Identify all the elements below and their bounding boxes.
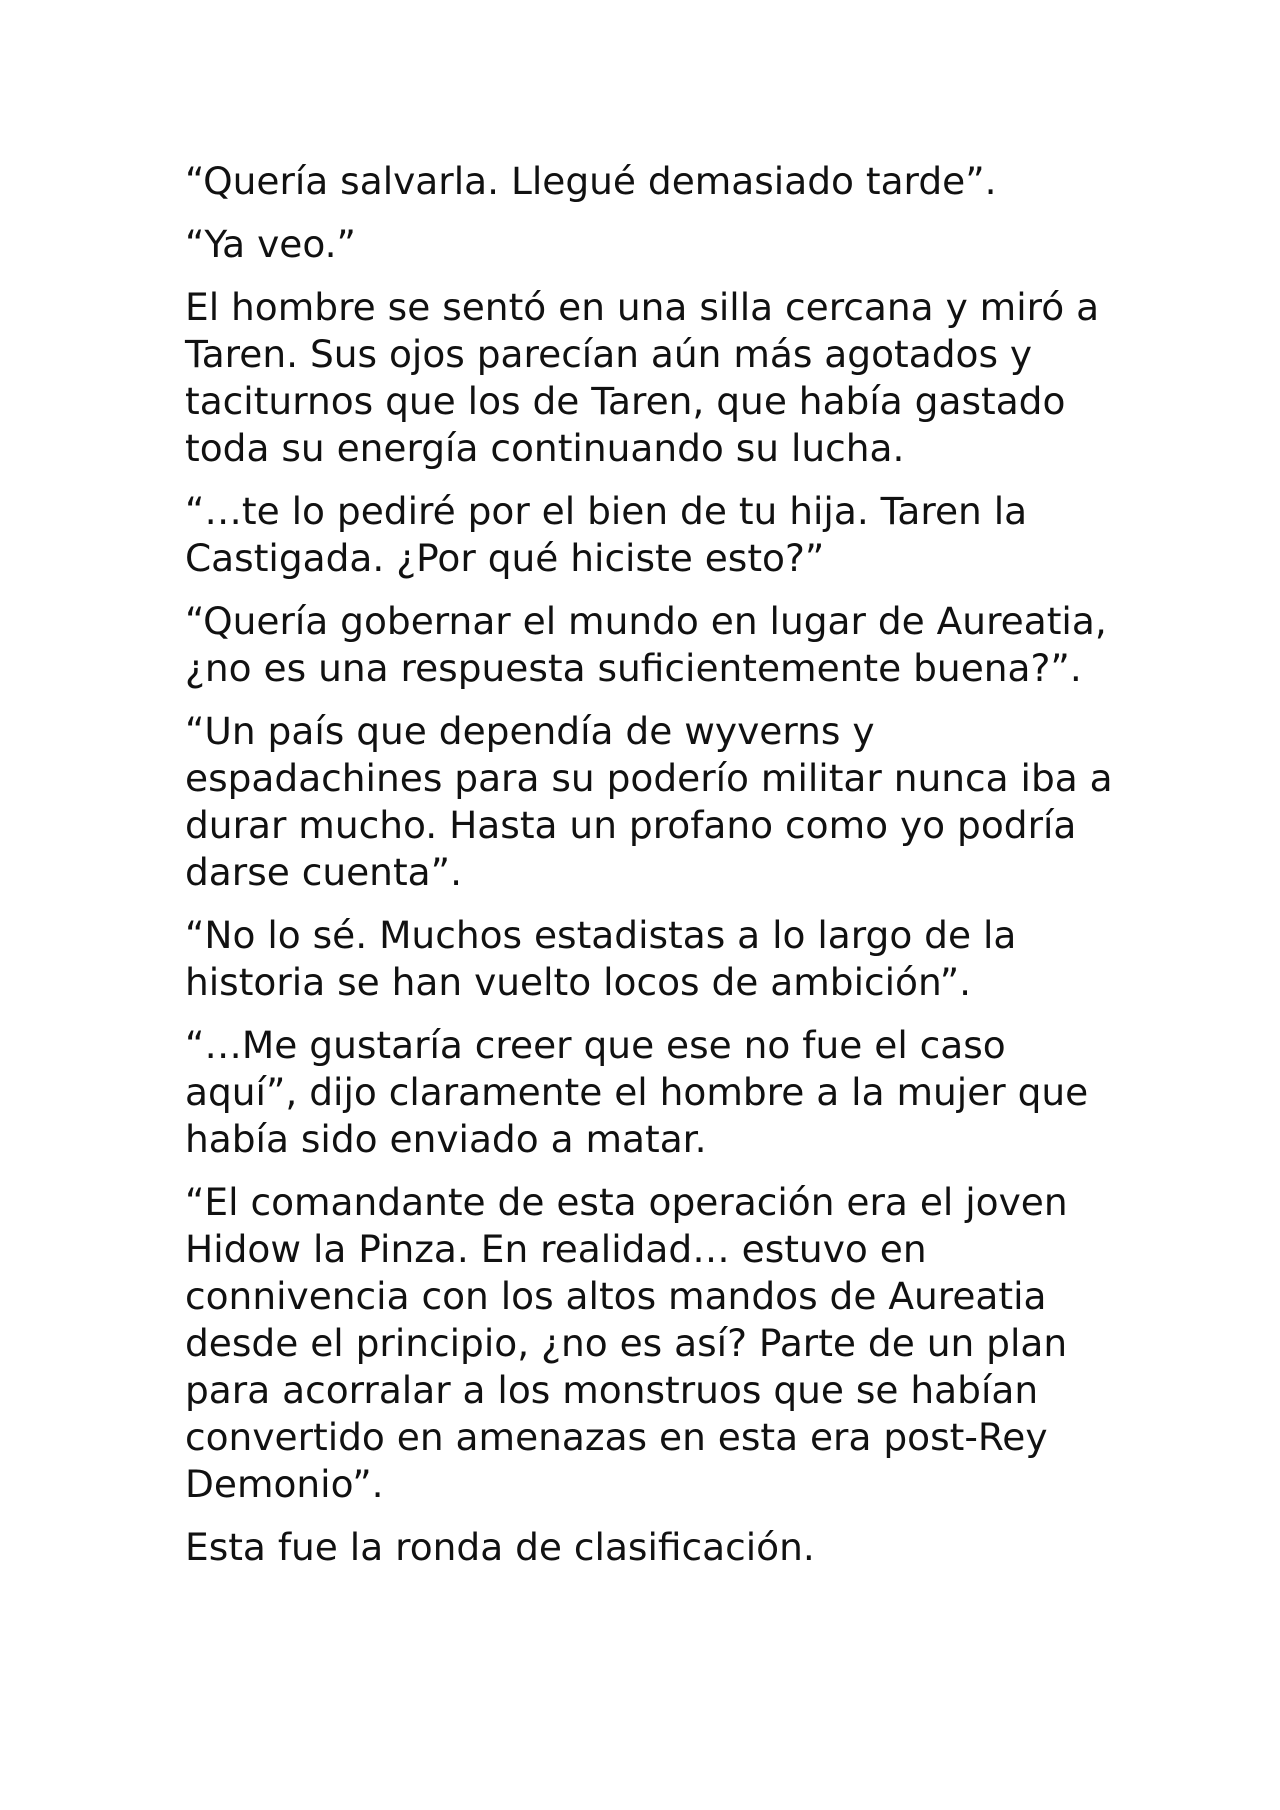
paragraph: “Quería salvarla. Llegué demasiado tarde”. — [185, 159, 997, 203]
document-page — [185, 158, 1120, 1587]
paragraph: “Un país que dependía de wyverns y espadachines para su poderío militar nunca iba a durar mucho. Hasta un profano como yo podría darse cuenta”. — [185, 709, 1113, 894]
paragraph: “El comandante de esta operación era el joven Hidow la Pinza. En realidad… estuvo en connivencia con los altos mandos de Aureatia desde el principio, ¿no es así? Parte de un plan para acorralar a los monstruos que se habían convertido en amenazas en esta era post-Rey Demonio”. — [185, 1180, 1068, 1506]
paragraph: “Ya veo.” — [185, 222, 356, 266]
paragraph: “…Me gustaría creer que ese no fue el caso aquí”, dijo claramente el hombre a la mujer que había sido enviado a matar. — [185, 1023, 1089, 1161]
paragraph: “No lo sé. Muchos estadistas a lo largo de la historia se han vuelto locos de ambición”. — [185, 913, 1017, 1004]
paragraph: “…te lo pediré por el bien de tu hija. Taren la Castigada. ¿Por qué hiciste esto?” — [185, 489, 1028, 580]
paragraph: Esta fue la ronda de clasificación. — [185, 1525, 815, 1569]
paragraph: El hombre se sentó en una silla cercana y miró a Taren. Sus ojos parecían aún más agotados y taciturnos que los de Taren, que había gastado toda su energía continuando su lucha. — [185, 285, 1100, 470]
paragraph: “Quería gobernar el mundo en lugar de Aureatia, ¿no es una respuesta suficientemente buena?”. — [185, 599, 1107, 690]
